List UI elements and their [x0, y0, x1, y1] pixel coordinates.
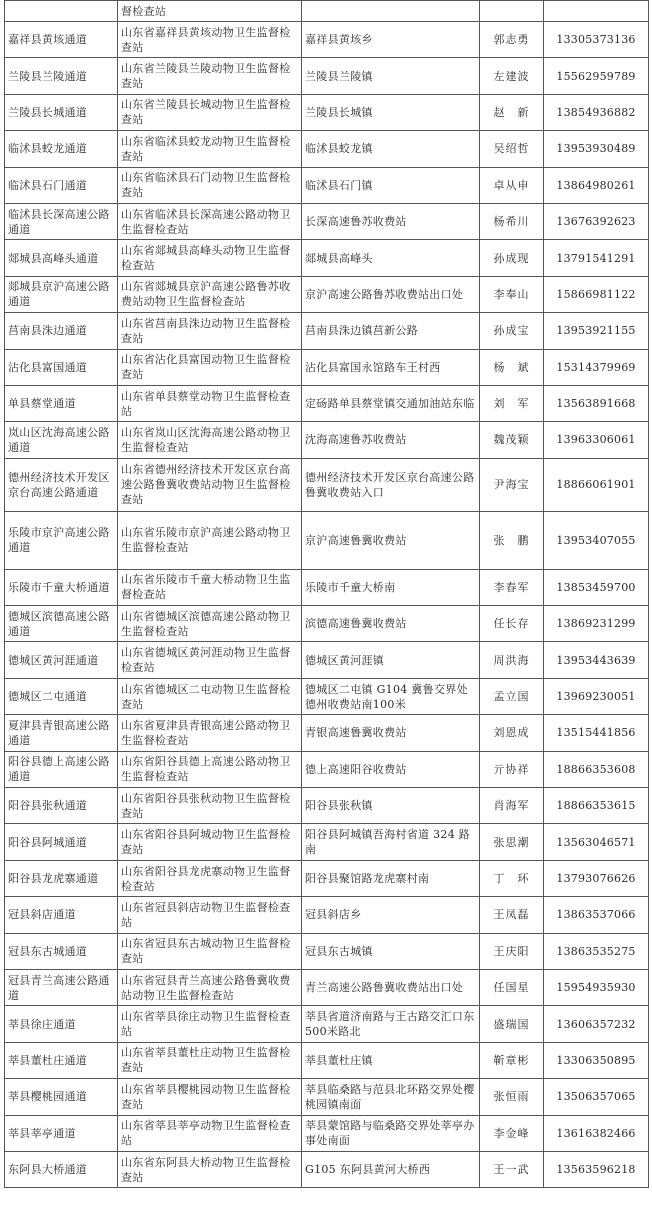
table-row	[5, 751, 649, 787]
table-row	[5, 22, 649, 58]
cell-person: 刘恩成	[480, 715, 544, 751]
cell-person: 王凤磊	[480, 897, 544, 933]
cell-channel: 郯城县高峰头通道	[5, 240, 118, 276]
cell-phone: 13305373136	[544, 22, 649, 58]
table-body	[5, 1, 649, 1188]
cell-person: 刘 军	[480, 385, 544, 421]
cell-person: 张恒雨	[480, 1079, 544, 1115]
cell-person: 丁 环	[480, 860, 544, 896]
cell-unit: 山东省夏津县青银高速公路动物卫生监督检查站	[118, 715, 302, 751]
table-row	[5, 385, 649, 421]
cell-unit: 山东省德城区黄河涯动物卫生监督检查站	[118, 642, 302, 678]
cell-channel: 乐陵市千童大桥通道	[5, 569, 118, 605]
table-row	[5, 642, 649, 678]
cell-location: 阳谷县聚馆路龙虎寨村南	[302, 860, 480, 896]
cell-location: 德城区二屯镇 G104 冀鲁交界处德州收费站南100米	[302, 678, 480, 714]
cell-person: 杨 斌	[480, 349, 544, 385]
cell-phone: 13791541291	[544, 240, 649, 276]
cell-person: 李春军	[480, 569, 544, 605]
cell-phone: 18866061901	[544, 458, 649, 511]
cell-location: 莘县省道济南路与王古路交汇口东500米路北	[302, 1006, 480, 1042]
table-row	[5, 933, 649, 969]
cell-channel: 东阿县大桥通道	[5, 1151, 118, 1187]
cell-person: 孙成现	[480, 240, 544, 276]
cell-channel: 兰陵县兰陵通道	[5, 58, 118, 94]
table-row	[5, 203, 649, 239]
cell-channel	[5, 1, 118, 22]
cell-person: 任长存	[480, 606, 544, 642]
cell-phone: 13853459700	[544, 569, 649, 605]
table-row	[5, 860, 649, 896]
cell-location: 滨德高速鲁冀收费站	[302, 606, 480, 642]
cell-unit: 山东省阳谷县德上高速公路动物卫生监督检查站	[118, 751, 302, 787]
cell-person: 郭志勇	[480, 22, 544, 58]
cell-location: 德州经济技术开发区京台高速公路鲁冀收费站入口	[302, 458, 480, 511]
table-row	[5, 824, 649, 860]
cell-unit: 山东省阳谷县张秋动物卫生监督检查站	[118, 788, 302, 824]
cell-location: 京沪高速公路鲁苏收费站出口处	[302, 276, 480, 312]
cell-unit: 山东省德州经济技术开发区京台高速公路鲁冀收费站动物卫生监督检查站	[118, 458, 302, 511]
cell-channel: 阳谷县龙虎寨通道	[5, 860, 118, 896]
cell-location: G105 东阿县黄河大桥西	[302, 1151, 480, 1187]
cell-channel: 单县蔡堂通道	[5, 385, 118, 421]
table-row	[5, 1115, 649, 1151]
cell-person: 肖海军	[480, 788, 544, 824]
cell-location: 郯城县高峰头	[302, 240, 480, 276]
table-row	[5, 569, 649, 605]
table-row	[5, 458, 649, 511]
cell-channel: 阳谷县阿城通道	[5, 824, 118, 860]
cell-channel: 沾化县富国通道	[5, 349, 118, 385]
cell-person: 左建波	[480, 58, 544, 94]
cell-location: 莒南县洙边镇莒新公路	[302, 313, 480, 349]
cell-unit: 山东省临沭县蛟龙动物卫生监督检查站	[118, 131, 302, 167]
cell-phone: 13869231299	[544, 606, 649, 642]
table-row	[5, 1006, 649, 1042]
table-row	[5, 1151, 649, 1187]
cell-person: 李奉山	[480, 276, 544, 312]
cell-phone: 13563046571	[544, 824, 649, 860]
cell-unit: 山东省冠县斜店动物卫生监督检查站	[118, 897, 302, 933]
cell-location: 乐陵市千童大桥南	[302, 569, 480, 605]
cell-unit: 山东省临沭县石门动物卫生监督检查站	[118, 167, 302, 203]
cell-phone: 13563891668	[544, 385, 649, 421]
cell-phone: 13306350895	[544, 1042, 649, 1078]
cell-phone: 13963306061	[544, 422, 649, 458]
cell-location: 莘县蒙馆路与临桑路交界处莘亭办事处南面	[302, 1115, 480, 1151]
cell-location: 莘县临桑路与范县北环路交界处樱桃园镇南面	[302, 1079, 480, 1115]
cell-phone: 15314379969	[544, 349, 649, 385]
cell-unit: 山东省莘县樱桃园动物卫生监督检查站	[118, 1079, 302, 1115]
cell-unit: 山东省莘县徐庄动物卫生监督检查站	[118, 1006, 302, 1042]
cell-person: 魏茂颖	[480, 422, 544, 458]
cell-channel: 德城区黄河涯通道	[5, 642, 118, 678]
cell-location: 莘县董杜庄镇	[302, 1042, 480, 1078]
cell-channel: 冠县东古城通道	[5, 933, 118, 969]
cell-location: 嘉祥县黄垓乡	[302, 22, 480, 58]
cell-person: 孙成宝	[480, 313, 544, 349]
cell-phone: 13863537066	[544, 897, 649, 933]
cell-person: 杨希川	[480, 203, 544, 239]
cell-phone: 13793076626	[544, 860, 649, 896]
cell-phone: 15562959789	[544, 58, 649, 94]
cell-person: 尹海宝	[480, 458, 544, 511]
cell-person: 盛瑞国	[480, 1006, 544, 1042]
cell-channel: 德城区二屯通道	[5, 678, 118, 714]
cell-channel: 莘县莘亭通道	[5, 1115, 118, 1151]
cell-channel: 德州经济技术开发区京台高速公路通道	[5, 458, 118, 511]
cell-location: 兰陵县长城镇	[302, 94, 480, 130]
cell-person: 靳章彬	[480, 1042, 544, 1078]
cell-channel: 岚山区沈海高速公路通道	[5, 422, 118, 458]
table-row	[5, 131, 649, 167]
table-row	[5, 167, 649, 203]
cell-location: 阳谷县张秋镇	[302, 788, 480, 824]
cell-phone: 13864980261	[544, 167, 649, 203]
cell-phone: 13515441856	[544, 715, 649, 751]
cell-channel: 夏津县青银高速公路通道	[5, 715, 118, 751]
cell-person: 赵 新	[480, 94, 544, 130]
table-row	[5, 969, 649, 1005]
cell-channel: 冠县青兰高速公路通道	[5, 969, 118, 1005]
cell-phone: 18866353608	[544, 751, 649, 787]
cell-channel: 莘县樱桃园通道	[5, 1079, 118, 1115]
cell-channel: 莘县徐庄通道	[5, 1006, 118, 1042]
cell-unit: 山东省莒南县洙边动物卫生监督检查站	[118, 313, 302, 349]
table-row	[5, 606, 649, 642]
cell-unit: 山东省兰陵县长城动物卫生监督检查站	[118, 94, 302, 130]
cell-unit: 山东省临沭县长深高速公路动物卫生监督检查站	[118, 203, 302, 239]
cell-channel: 冠县斜店通道	[5, 897, 118, 933]
cell-phone: 13616382466	[544, 1115, 649, 1151]
cell-person: 李金峰	[480, 1115, 544, 1151]
cell-channel: 临沭县蛟龙通道	[5, 131, 118, 167]
cell-person: 张 鹏	[480, 511, 544, 569]
cell-unit: 山东省莘县董杜庄动物卫生监督检查站	[118, 1042, 302, 1078]
table-row	[5, 788, 649, 824]
cell-location: 长深高速鲁苏收费站	[302, 203, 480, 239]
table-row	[5, 94, 649, 130]
cell-phone: 13953443639	[544, 642, 649, 678]
table-row	[5, 1042, 649, 1078]
cell-phone: 13506357065	[544, 1079, 649, 1115]
cell-unit: 山东省阳谷县阿城动物卫生监督检查站	[118, 824, 302, 860]
cell-location: 青银高速鲁冀收费站	[302, 715, 480, 751]
cell-channel: 阳谷县德上高速公路通道	[5, 751, 118, 787]
cell-location: 冠县斜店乡	[302, 897, 480, 933]
cell-person: 王庆阳	[480, 933, 544, 969]
cell-channel: 德城区滨德高速公路通道	[5, 606, 118, 642]
cell-unit: 山东省德城区二屯动物卫生监督检查站	[118, 678, 302, 714]
table-row	[5, 240, 649, 276]
table-row	[5, 715, 649, 751]
cell-phone: 13854936882	[544, 94, 649, 130]
cell-unit: 山东省郯城县京沪高速公路鲁苏收费站动物卫生监督检查站	[118, 276, 302, 312]
cell-channel: 临沭县石门通道	[5, 167, 118, 203]
cell-phone: 13969230051	[544, 678, 649, 714]
table-row	[5, 58, 649, 94]
cell-person: 王一武	[480, 1151, 544, 1187]
cell-channel: 乐陵市京沪高速公路通道	[5, 511, 118, 569]
cell-unit: 山东省阳谷县龙虎寨动物卫生监督检查站	[118, 860, 302, 896]
cell-unit: 山东省单县蔡堂动物卫生监督检查站	[118, 385, 302, 421]
cell-unit: 山东省莘县莘亭动物卫生监督检查站	[118, 1115, 302, 1151]
table-row	[5, 349, 649, 385]
cell-channel: 郯城县京沪高速公路通道	[5, 276, 118, 312]
cell-phone: 13676392623	[544, 203, 649, 239]
cell-unit: 山东省岚山区沈海高速公路动物卫生监督检查站	[118, 422, 302, 458]
cell-location: 冠县东古城镇	[302, 933, 480, 969]
cell-location: 青兰高速公路鲁冀收费站出口处	[302, 969, 480, 1005]
cell-unit: 山东省冠县青兰高速公路鲁冀收费站动物卫生监督检查站	[118, 969, 302, 1005]
cell-unit: 山东省冠县东古城动物卫生监督检查站	[118, 933, 302, 969]
table-row	[5, 1079, 649, 1115]
table-row	[5, 313, 649, 349]
table-row	[5, 276, 649, 312]
cell-location: 临沭县石门镇	[302, 167, 480, 203]
cell-phone: 13863535275	[544, 933, 649, 969]
cell-person: 亓协祥	[480, 751, 544, 787]
cell-unit: 山东省乐陵市千童大桥动物卫生监督检查站	[118, 569, 302, 605]
cell-unit: 督检查站	[118, 1, 302, 22]
cell-person: 任国星	[480, 969, 544, 1005]
cell-phone: 15866981122	[544, 276, 649, 312]
cell-location: 沾化县富国永馆路车王村西	[302, 349, 480, 385]
cell-unit: 山东省沾化县富国动物卫生监督检查站	[118, 349, 302, 385]
table-row	[5, 678, 649, 714]
cell-location: 德上高速阳谷收费站	[302, 751, 480, 787]
cell-channel: 嘉祥县黄垓通道	[5, 22, 118, 58]
checkpoint-table	[4, 0, 649, 1188]
cell-person: 孟立国	[480, 678, 544, 714]
cell-phone: 13953921155	[544, 313, 649, 349]
cell-person	[480, 1, 544, 22]
cell-channel: 莘县董杜庄通道	[5, 1042, 118, 1078]
cell-channel: 兰陵县长城通道	[5, 94, 118, 130]
cell-location: 京沪高速鲁冀收费站	[302, 511, 480, 569]
table-row-fragment	[5, 1, 649, 22]
cell-location: 兰陵县兰陵镇	[302, 58, 480, 94]
cell-unit: 山东省郯城县高峰头动物卫生监督检查站	[118, 240, 302, 276]
cell-phone: 18866353615	[544, 788, 649, 824]
cell-phone: 13953407055	[544, 511, 649, 569]
cell-unit: 山东省嘉祥县黄垓动物卫生监督检查站	[118, 22, 302, 58]
table-row	[5, 511, 649, 569]
cell-location: 临沭县蛟龙镇	[302, 131, 480, 167]
cell-phone: 13606357232	[544, 1006, 649, 1042]
cell-unit: 山东省兰陵县兰陵动物卫生监督检查站	[118, 58, 302, 94]
cell-unit: 山东省乐陵市京沪高速公路动物卫生监督检查站	[118, 511, 302, 569]
cell-location: 阳谷县阿城镇吾海村省道 324 路南	[302, 824, 480, 860]
cell-person: 张思潮	[480, 824, 544, 860]
cell-phone: 15954935930	[544, 969, 649, 1005]
cell-phone	[544, 1, 649, 22]
cell-location: 定砀路单县蔡堂镇交通加油站东临	[302, 385, 480, 421]
table-row	[5, 897, 649, 933]
cell-phone: 13953930489	[544, 131, 649, 167]
cell-location: 沈海高速鲁苏收费站	[302, 422, 480, 458]
cell-phone: 13563596218	[544, 1151, 649, 1187]
cell-unit: 山东省德城区滨德高速公路动物卫生监督检查站	[118, 606, 302, 642]
cell-channel: 阳谷县张秋通道	[5, 788, 118, 824]
cell-channel: 莒南县洙边通道	[5, 313, 118, 349]
cell-person: 吴绍哲	[480, 131, 544, 167]
cell-location: 德城区黄河涯镇	[302, 642, 480, 678]
table-row	[5, 422, 649, 458]
cell-person: 卓从申	[480, 167, 544, 203]
cell-location	[302, 1, 480, 22]
cell-unit: 山东省东阿县大桥动物卫生监督检查站	[118, 1151, 302, 1187]
cell-channel: 临沭县长深高速公路通道	[5, 203, 118, 239]
cell-person: 周洪海	[480, 642, 544, 678]
